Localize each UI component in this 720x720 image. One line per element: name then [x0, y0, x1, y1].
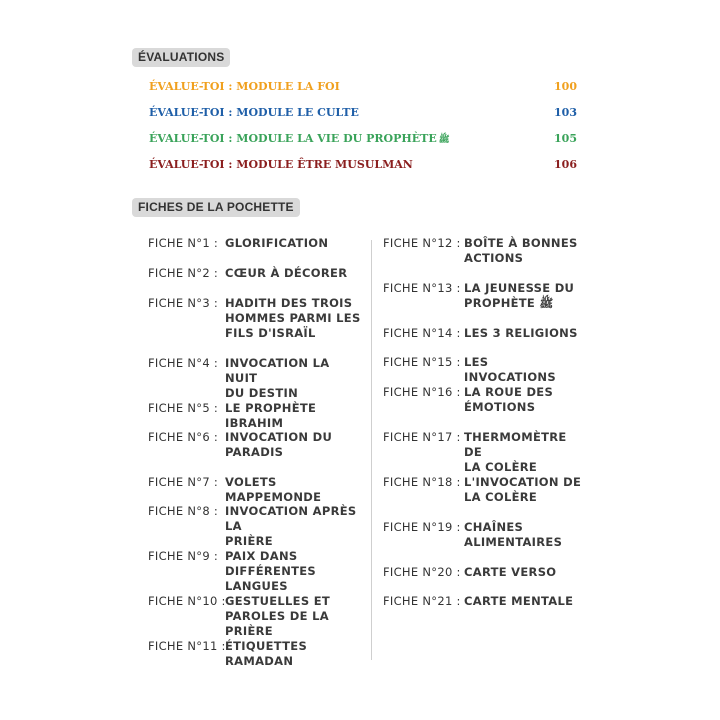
fiche-title: LA JEUNESSE DU PROPHÈTE ﷺ — [464, 281, 575, 310]
fiche-title: VOLETS MAPPEMONDE — [225, 475, 322, 504]
fiche-number: FICHE N°12 : — [383, 236, 461, 250]
fiche-title: ÉTIQUETTES RAMADAN — [225, 639, 308, 668]
evaluation-row[interactable] — [149, 106, 577, 122]
evaluation-label-wrap — [149, 132, 450, 147]
evaluation-page: 105 — [554, 132, 577, 145]
fiche-number: FICHE N°8 : — [148, 504, 219, 518]
fiche-title: INVOCATION LA NUIT DU DESTIN — [225, 356, 330, 400]
fiche-title: LA ROUE DES ÉMOTIONS — [464, 385, 554, 414]
fiche-number: FICHE N°13 : — [383, 281, 461, 295]
evaluation-row[interactable] — [149, 80, 577, 96]
section-heading-fiches: FICHES DE LA POCHETTE — [132, 198, 300, 217]
fiche-title: INVOCATION APRÈS LA PRIÈRE — [225, 504, 357, 548]
evaluation-label: ÉVALUE-TOI : MODULE LA VIE DU PROPHÈTE — [149, 132, 437, 145]
fiche-number: FICHE N°19 : — [383, 520, 461, 534]
fiche-title: BOÎTE À BONNES ACTIONS — [464, 236, 578, 265]
fiche-number: FICHE N°11 : — [148, 639, 226, 653]
fiche-title: CARTE MENTALE — [464, 594, 574, 608]
fiche-title: CŒUR À DÉCORER — [225, 266, 348, 280]
fiche-number: FICHE N°18 : — [383, 475, 461, 489]
evaluation-label: ÉVALUE-TOI : MODULE LA FOI — [149, 80, 340, 93]
fiche-number: FICHE N°3 : — [148, 296, 219, 310]
fiche-number: FICHE N°14 : — [383, 326, 461, 340]
fiche-number: FICHE N°15 : — [383, 355, 461, 369]
evaluation-row[interactable] — [149, 158, 577, 174]
fiche-title: L'INVOCATION DE LA COLÈRE — [464, 475, 582, 504]
fiche-title: LES INVOCATIONS — [464, 355, 556, 384]
fiche-title: GESTUELLES ET PAROLES DE LA PRIÈRE — [225, 594, 331, 638]
column-divider — [371, 240, 372, 660]
evaluation-page: 106 — [554, 158, 577, 171]
fiche-number: FICHE N°16 : — [383, 385, 461, 399]
fiche-number: FICHE N°4 : — [148, 356, 219, 370]
fiche-title: HADITH DES TROIS HOMMES PARMI LES FILS D'ISRAÏL — [225, 296, 361, 340]
fiche-number: FICHE N°1 : — [148, 236, 219, 250]
fiche-number: FICHE N°7 : — [148, 475, 219, 489]
fiche-number: FICHE N°2 : — [148, 266, 219, 280]
fiche-number: FICHE N°20 : — [383, 565, 461, 579]
fiche-number: FICHE N°17 : — [383, 430, 461, 444]
fiche-title: LE PROPHÈTE IBRAHIM — [225, 401, 317, 430]
evaluation-page: 103 — [554, 106, 577, 119]
fiche-number: FICHE N°6 : — [148, 430, 219, 444]
fiche-number: FICHE N°5 : — [148, 401, 219, 415]
fiche-title: GLORIFICATION — [225, 236, 329, 250]
fiche-number: FICHE N°10 : — [148, 594, 226, 608]
evaluation-label: ÉVALUE-TOI : MODULE LE CULTE — [149, 106, 359, 119]
fiche-number: FICHE N°9 : — [148, 549, 219, 563]
fiche-title: INVOCATION DU PARADIS — [225, 430, 333, 459]
fiche-title: LES 3 RELIGIONS — [464, 326, 578, 340]
fiche-number: FICHE N°21 : — [383, 594, 461, 608]
evaluation-page: 100 — [554, 80, 577, 93]
evaluation-row[interactable] — [149, 132, 577, 148]
fiche-title: THERMOMÈTRE DE LA COLÈRE — [464, 430, 567, 474]
fiche-title: CHAÎNES ALIMENTAIRES — [464, 520, 563, 549]
fiche-title: PAIX DANS DIFFÉRENTES LANGUES — [225, 549, 317, 593]
fiche-title: CARTE VERSO — [464, 565, 557, 579]
pbuh-ligature: ﷺ — [438, 135, 450, 145]
evaluation-label: ÉVALUE-TOI : MODULE ÊTRE MUSULMAN — [149, 158, 413, 171]
section-heading-evaluations: ÉVALUATIONS — [132, 48, 230, 67]
